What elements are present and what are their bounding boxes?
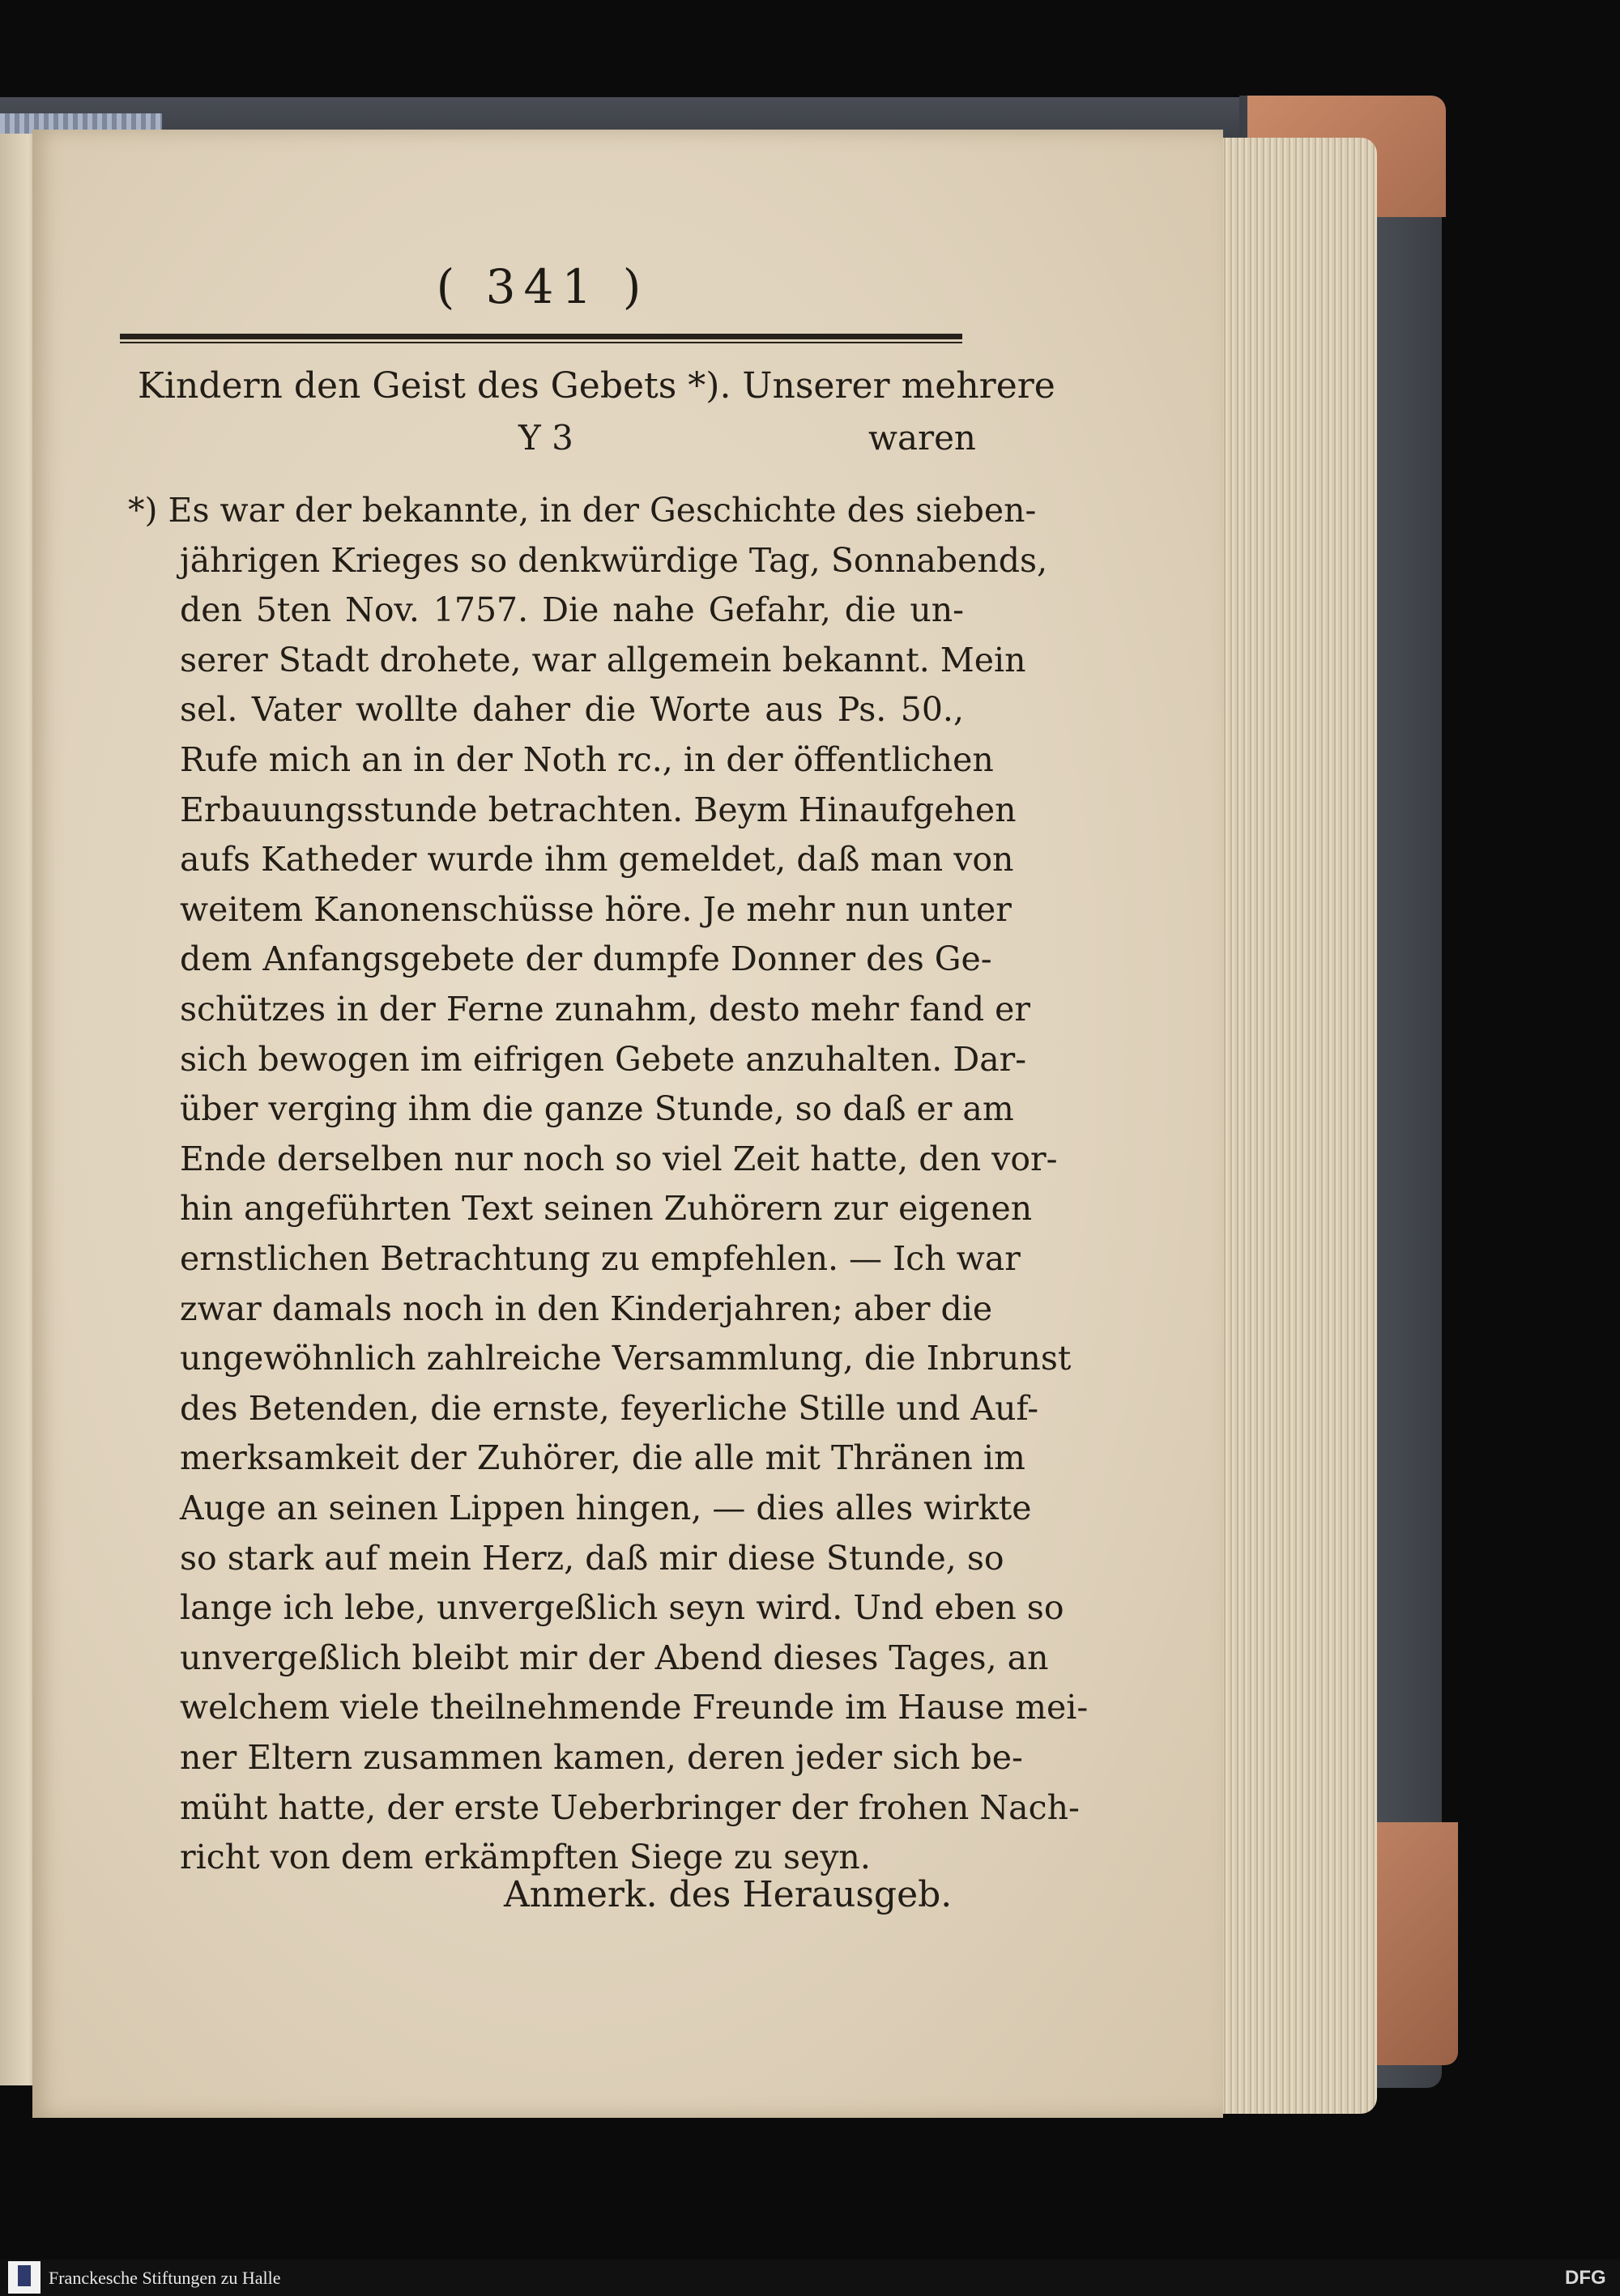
institution-name: Franckesche Stiftungen zu Halle: [49, 2268, 281, 2288]
header-rule: [120, 334, 962, 339]
footnote-line: Rufe mich an in der Noth rc., in der öffentlichen: [180, 740, 994, 779]
footnote-line: merksamkeit der Zuhörer, die alle mit Thränen im: [180, 1438, 1025, 1478]
catchword: waren: [868, 418, 976, 458]
footnote-line: lange ich lebe, unvergeßlich seyn wird. Und eben so: [180, 1588, 1064, 1628]
footnote-line: des Betenden, die ernste, feyerliche Stille und Auf-: [180, 1388, 1039, 1428]
footnote-line: richt von dem erkämpften Siege zu seyn.: [180, 1838, 871, 1877]
main-text-line: Kindern den Geist des Gebets *). Unserer mehrere: [138, 365, 1055, 407]
footnote-line: den 5ten Nov. 1757. Die nahe Gefahr, die un-: [180, 590, 964, 630]
footnote-line: hin angeführten Text seinen Zuhörern zur eigenen: [180, 1189, 1033, 1229]
footnote-line: Auge an seinen Lippen hingen, — dies alles wirkte: [180, 1489, 1032, 1527]
footnote-line: Ende derselben nur noch so viel Zeit hatte, den vor-: [180, 1139, 1058, 1178]
footnote-line: serer Stadt drohete, war allgemein bekannt. Mein: [180, 640, 1026, 679]
footnote-line: ernstlichen Betrachtung zu empfehlen. — Ich war: [180, 1239, 1021, 1278]
footnote-line: über verging ihm die ganze Stunde, so daß er am: [180, 1089, 1014, 1129]
footnote-line: welchem viele theilnehmende Freunde im Hause mei-: [180, 1688, 1089, 1727]
footnote-line: so stark auf mein Herz, daß mir diese Stunde, so: [180, 1538, 1004, 1578]
footnote-line: *) Es war der bekannte, in der Geschichte des sieben-: [128, 491, 1037, 530]
footnote-line: müht hatte, der erste Ueberbringer der frohen Nach-: [180, 1787, 1080, 1827]
footnote-line: jährigen Krieges so denkwürdige Tag, Sonnabends,: [180, 540, 1048, 580]
footnote-line: sel. Vater wollte daher die Worte aus Ps. 50.,: [180, 690, 964, 730]
signature-mark: Y 3: [518, 418, 573, 458]
footnote-line: zwar damals noch in den Kinderjahren; aber die: [180, 1289, 993, 1328]
footnote-line: schützes in der Ferne zunahm, desto mehr fand er: [180, 990, 1030, 1029]
footnote-line: weitem Kanonenschüsse höre. Je mehr nun unter: [180, 889, 1012, 929]
footnote-line: sich bewogen im eifrigen Gebete anzuhalten. Dar-: [180, 1039, 1027, 1079]
footnote-line: unvergeßlich bleibt mir der Abend dieses Tages, an: [180, 1638, 1049, 1677]
header-rule-thin: [120, 342, 962, 343]
footnote-line: ungewöhnlich zahlreiche Versammlung, die Inbrunst: [180, 1339, 1072, 1378]
footnote-line: aufs Katheder wurde ihm gemeldet, daß man von: [180, 840, 1014, 880]
attribution: Anmerk. des Herausgeb.: [504, 1874, 953, 1915]
footnote-line: ner Eltern zusammen kamen, deren jeder sich be-: [180, 1738, 1023, 1777]
running-head: ( 341 ): [436, 259, 650, 314]
footnote-line: Erbauungsstunde betrachten. Beym Hinaufgehen: [180, 790, 1017, 829]
dfg-logo: DFG: [1565, 2267, 1606, 2289]
footnote-line: dem Anfangsgebete der dumpfe Donner des Ge-: [180, 939, 992, 979]
institution-logo-mark-icon: [18, 2265, 31, 2286]
